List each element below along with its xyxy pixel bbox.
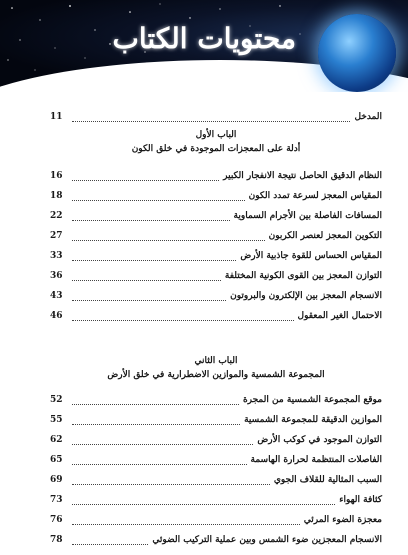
dot-leader (72, 272, 221, 281)
toc-entry-label: الانسجام المعجز بين الإلكترون والبروتون (230, 291, 382, 301)
dot-leader (72, 536, 148, 545)
toc-entry[interactable] (50, 246, 382, 266)
dot-leader (72, 456, 247, 465)
dot-leader (72, 476, 270, 485)
toc-entry[interactable] (50, 390, 382, 410)
toc-entry-page: 52 (50, 395, 63, 405)
dot-leader (72, 192, 245, 201)
toc-entry-page: 69 (50, 475, 63, 485)
toc-entry-label: التوازن المعجز بين القوى الكونية المختلفة (224, 271, 382, 281)
dot-leader (72, 172, 219, 181)
toc-entry-page: 76 (50, 515, 63, 525)
toc-entry-page: 73 (50, 495, 63, 505)
toc-entry-label: المسافات الفاصلة بين الأجرام السماوية (233, 211, 382, 221)
dot-leader (72, 212, 230, 221)
dot-leader (72, 516, 300, 525)
toc-entry-page: 46 (50, 311, 63, 321)
header-banner (0, 0, 408, 92)
dot-leader (72, 436, 253, 445)
toc-entry-page: 16 (50, 171, 63, 181)
toc-entry-label: الانسجام المعجزين ضوء الشمس وبين عملية التركيب الضوئي (152, 535, 382, 545)
part-subtitle: أدلة على المعجزات الموجودة في خلق الكون (131, 144, 301, 154)
toc-entry-label: التكوين المعجز لعنصر الكربون (268, 231, 382, 241)
toc-entry-page: 62 (50, 435, 63, 445)
toc-entry-label: كثافة الهواء (339, 495, 382, 505)
dot-leader (72, 232, 265, 241)
dot-leader (72, 416, 240, 425)
toc-entry-label: النظام الدقيق الحاصل نتيجة الانفجار الكبير (223, 171, 382, 181)
toc-entry-label: التوازن الموجود في كوكب الأرض (257, 435, 382, 445)
toc-entry[interactable] (50, 430, 382, 450)
toc-entry-page: 36 (50, 271, 63, 281)
dot-leader (72, 252, 236, 261)
part-heading: الباب الأول (195, 130, 237, 140)
toc-entry[interactable] (50, 530, 382, 550)
dot-leader (72, 292, 226, 301)
toc-entry[interactable] (50, 510, 382, 530)
page-title: محتويات الكتاب (112, 22, 296, 55)
toc-part-1 (50, 128, 382, 326)
toc-entry[interactable] (50, 286, 382, 306)
toc-entry[interactable] (50, 450, 382, 470)
toc-entry[interactable] (50, 226, 382, 246)
toc-part-2 (50, 354, 382, 550)
toc-entry[interactable] (50, 470, 382, 490)
toc-entry[interactable] (50, 206, 382, 226)
toc-entry-label: الفاصلات المنتظمة لحرارة الهاسمة (250, 455, 382, 465)
dot-leader (72, 396, 239, 405)
toc-entry[interactable] (50, 186, 382, 206)
toc-entry-label: المقياس الحساس للقوة جاذبية الأرض (240, 251, 382, 261)
toc-entry[interactable] (50, 266, 382, 286)
toc-entry-label: المقياس المعجز لسرعة تمدد الكون (248, 191, 382, 201)
dot-leader (72, 496, 335, 505)
toc-intro (50, 110, 382, 124)
toc-entry-label: موقع المجموعة الشمسية من المجرة (242, 395, 382, 405)
toc-entry-label: المدخل (354, 112, 382, 122)
toc-entry-label: السبب المثالية للقلاف الجوي (273, 475, 382, 485)
toc-entry-label: الموازين الدقيقة للمجموعة الشمسية (244, 415, 382, 425)
toc-entry-page: 43 (50, 291, 63, 301)
toc-entry-page: 33 (50, 251, 63, 261)
toc-entry[interactable] (50, 410, 382, 430)
toc-entry-page: 22 (50, 211, 63, 221)
toc-entry[interactable] (50, 110, 382, 124)
dot-leader (72, 312, 294, 321)
toc-entry-page: 18 (50, 191, 63, 201)
toc-entry-label: الاحتمال الغير المعقول (297, 311, 382, 321)
earth-icon (318, 14, 396, 92)
toc-entry-page: 11 (50, 112, 63, 122)
toc-entry-page: 78 (50, 535, 63, 545)
toc-entry-page: 65 (50, 455, 63, 465)
toc-entry[interactable] (50, 490, 382, 510)
toc-entry[interactable] (50, 166, 382, 186)
part-subtitle: المجموعة الشمسية والموازين الاضطرارية في خلق الأرض (107, 370, 325, 380)
toc-entry-page: 27 (50, 231, 63, 241)
dot-leader (72, 113, 350, 122)
part-heading: الباب الثاني (194, 356, 238, 366)
toc-entry-label: معجزة الضوء المرئي (303, 515, 382, 525)
toc-entry-page: 55 (50, 415, 63, 425)
toc-entry[interactable] (50, 306, 382, 326)
